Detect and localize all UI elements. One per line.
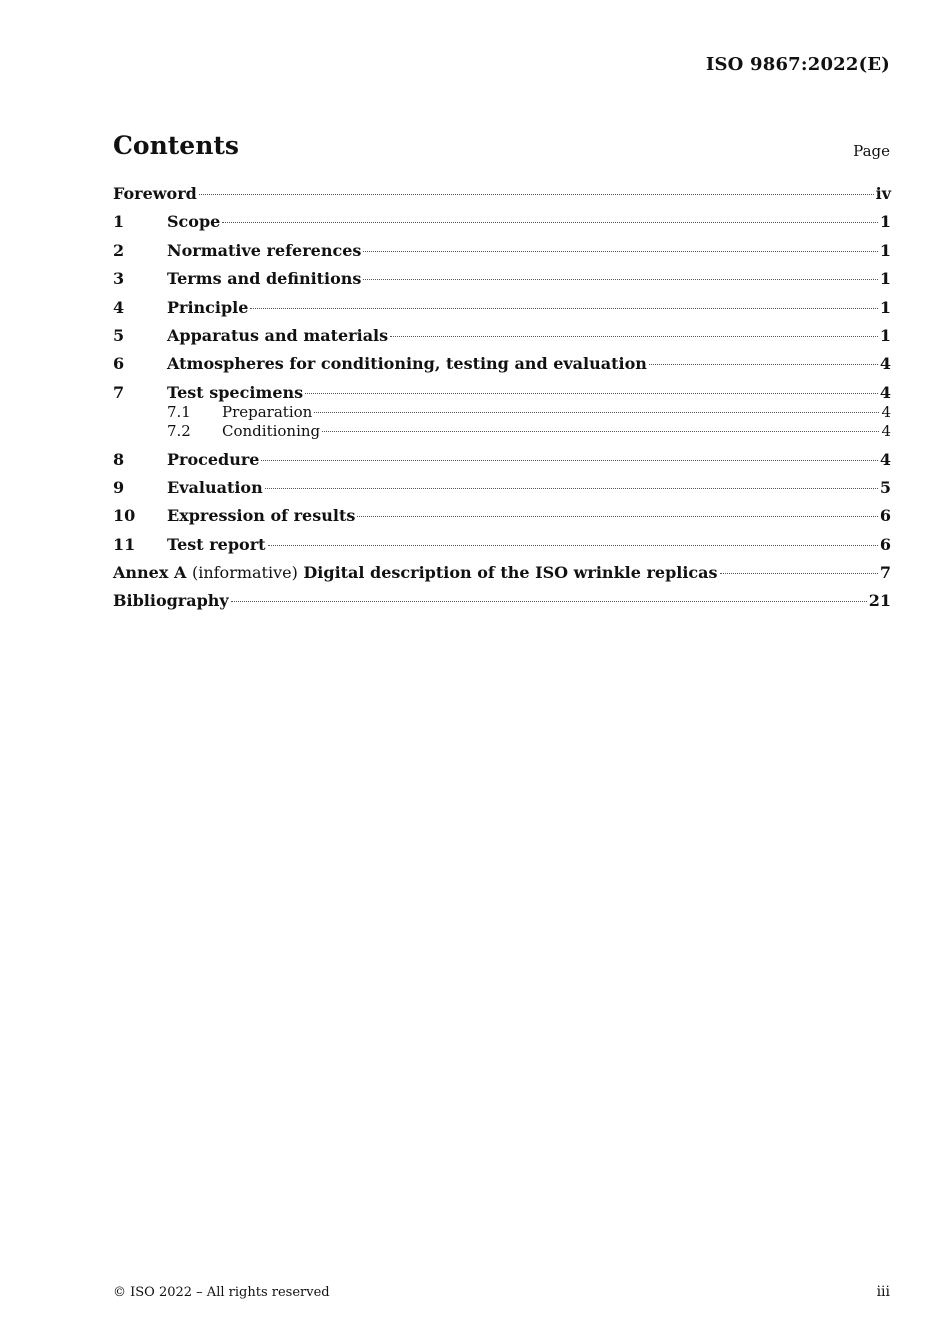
- toc-page-number: 4: [879, 354, 891, 373]
- toc-entry-scope[interactable]: [113, 212, 891, 231]
- toc-number: 3: [113, 269, 125, 288]
- toc-number: 7: [113, 383, 125, 402]
- dot-leader: [357, 516, 878, 517]
- dot-leader: [314, 412, 879, 413]
- toc-page-number: 4: [879, 450, 891, 469]
- toc-page-number: 1: [879, 212, 891, 231]
- annex-title: Digital description of the ISO wrinkle replicas: [303, 563, 718, 582]
- toc-title: Test specimens: [167, 383, 304, 402]
- toc-title: Principle: [167, 298, 249, 317]
- toc-number: 11: [113, 535, 136, 554]
- toc-entry-principle[interactable]: [113, 298, 891, 317]
- toc-page-number: 1: [879, 326, 891, 345]
- dot-leader: [322, 431, 879, 432]
- toc-entry-atmospheres[interactable]: [113, 354, 891, 373]
- toc-title: Scope: [167, 212, 221, 231]
- toc-number: 2: [113, 241, 125, 260]
- toc-page-number: 1: [879, 241, 891, 260]
- dot-leader: [720, 573, 878, 574]
- toc-title: Atmospheres for conditioning, testing and evaluation: [167, 354, 647, 373]
- toc-entry-terms-and-definitions[interactable]: [113, 269, 891, 288]
- toc-page-number: 21: [868, 591, 891, 610]
- dot-leader: [363, 251, 877, 252]
- toc-number: 6: [113, 354, 125, 373]
- toc-entry-procedure[interactable]: [113, 450, 891, 469]
- toc-title: Foreword: [113, 184, 197, 203]
- toc-page-number: 6: [879, 506, 891, 525]
- document-id: ISO 9867:2022(E): [705, 54, 890, 75]
- toc-title: Terms and definitions: [167, 269, 362, 288]
- toc-number: 9: [113, 478, 125, 497]
- toc-entry-evaluation[interactable]: [113, 478, 891, 497]
- toc-entry-conditioning[interactable]: [113, 422, 891, 440]
- toc-number: 4: [113, 298, 125, 317]
- toc-page-number: 7: [879, 563, 891, 582]
- toc-entry-test-report[interactable]: [113, 535, 891, 554]
- toc-page-number: 6: [879, 535, 891, 554]
- toc-page-number: 4: [881, 422, 891, 440]
- toc-title: Test report: [167, 535, 266, 554]
- page-number: iii: [876, 1284, 890, 1300]
- toc-entry-test-specimens[interactable]: [113, 383, 891, 402]
- toc-entry-normative-references[interactable]: [113, 241, 891, 260]
- toc-title: [113, 563, 718, 582]
- page-column-label: Page: [853, 142, 890, 160]
- toc-entry-expression-of-results[interactable]: [113, 506, 891, 525]
- toc-number: 7.1: [167, 403, 191, 421]
- toc-number: 10: [113, 506, 136, 525]
- toc-title: Procedure: [167, 450, 260, 469]
- toc-title: Evaluation: [167, 478, 263, 497]
- toc-title: Conditioning: [222, 422, 321, 440]
- toc-page-number: 4: [879, 383, 891, 402]
- dot-leader: [265, 488, 878, 489]
- toc-page-number: 1: [879, 269, 891, 288]
- toc-title: Preparation: [222, 403, 313, 421]
- dot-leader: [199, 194, 874, 195]
- toc-title: Normative references: [167, 241, 362, 260]
- dot-leader: [649, 364, 878, 365]
- toc-page-number: 5: [879, 478, 891, 497]
- toc-number: 1: [113, 212, 125, 231]
- toc-title: Bibliography: [113, 591, 229, 610]
- toc-title: Apparatus and materials: [167, 326, 389, 345]
- dot-leader: [261, 460, 877, 461]
- contents-heading: Contents: [113, 131, 240, 160]
- dot-leader: [305, 393, 878, 394]
- toc-entry-bibliography[interactable]: [113, 591, 891, 610]
- dot-leader: [268, 545, 878, 546]
- dot-leader: [390, 336, 878, 337]
- toc-number: 8: [113, 450, 125, 469]
- dot-leader: [250, 308, 877, 309]
- dot-leader: [231, 601, 867, 602]
- annex-label: Annex A: [113, 563, 187, 582]
- toc-page-number: 1: [879, 298, 891, 317]
- toc-page-number: iv: [875, 184, 891, 203]
- toc-entry-annex-a[interactable]: [113, 563, 891, 582]
- toc-title: Expression of results: [167, 506, 356, 525]
- copyright-notice: © ISO 2022 – All rights reserved: [113, 1285, 330, 1300]
- annex-qualifier: (informative): [191, 563, 298, 582]
- toc-number: 7.2: [167, 422, 191, 440]
- dot-leader: [222, 222, 878, 223]
- toc-entry-apparatus-and-materials[interactable]: [113, 326, 891, 345]
- toc-entry-foreword[interactable]: [113, 184, 891, 203]
- toc-page-number: 4: [881, 403, 891, 421]
- toc-number: 5: [113, 326, 125, 345]
- toc-entry-preparation[interactable]: [113, 403, 891, 421]
- dot-leader: [363, 279, 877, 280]
